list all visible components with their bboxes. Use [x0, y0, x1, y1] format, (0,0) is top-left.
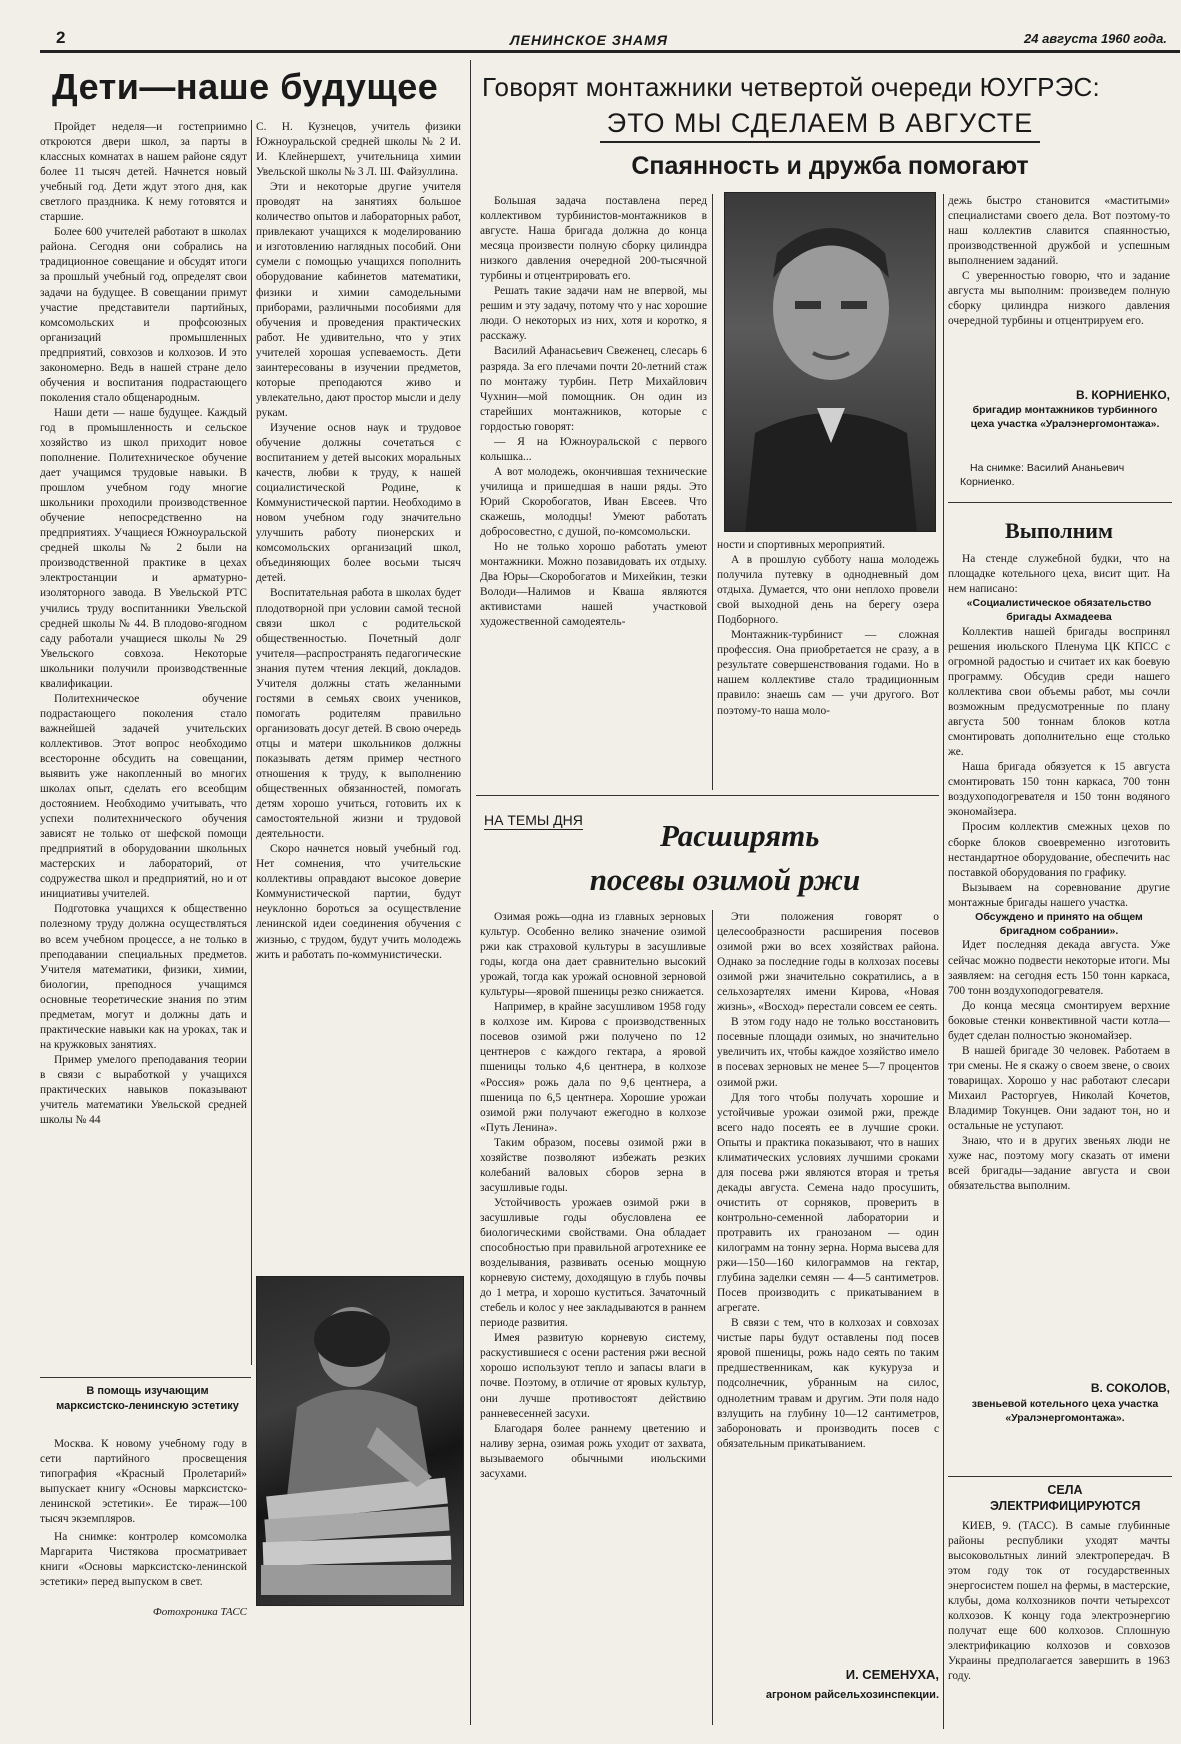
newspaper-name: ЛЕНИНСКОЕ ЗНАМЯ	[510, 32, 668, 48]
column-divider	[712, 910, 713, 1725]
workers-column-c	[948, 194, 1170, 354]
photo-woman-with-books	[256, 1276, 464, 1606]
marxism-header: В помощь изучающим марксистско-ленинскую эстетику	[56, 1385, 239, 1412]
column-divider	[251, 120, 252, 1365]
paragraph: Решать такие задачи нам не впервой, мы решим и эту задачу, потому что у нас хорошие люди. О некоторых из них, хотя и коротко, я расскажу.	[480, 285, 707, 343]
rye-headline-line1: Расширять	[660, 818, 820, 853]
villages-body: КИЕВ, 9. (ТАСС). В самые глубинные районы республики уходят мачты высоковольтных линий электропередач. В этом году ток от государственных энергосистем пошел на фермы, в мастерские, клубы, дома колхозников почти четырехсот колхозов. К концу года электроэнергию получат еще 600 колхозов. Сплошную электрификацию колхозов и совхозов Украины предполагается завершить в 1963 году.	[948, 1520, 1170, 1683]
paragraph: — Я на Южноуральской с первого колышка...	[480, 435, 707, 463]
paragraph: Пройдет неделя—и гостеприимно откроются двери школ, за парты в классных комнатах в нашем районе сядут более 11 тысяч детей. Начнется новый учебный год. Дети ждут этого дня, как светлого праздника. К нему готовятся и старшие.	[40, 121, 247, 224]
pledge-title: «Социалистическое обязательство бригады Ахмадеева	[966, 597, 1152, 623]
paragraph: В связи с тем, что в колхозах и совхозах чистые пары будут оставлены под посев яровой пшеницы, рожь надо сеять по таким предшественникам, как кукуруза и подсолнечник, убранным на силос, однолетним травам и другим. Эти поля надо взлущить на глубину 10—12 сантиметров, забороновать и производить посев с обязательным прикатыванием.	[717, 1317, 939, 1450]
workers-kicker: Говорят монтажники четвертой очереди ЮУГРЭС:	[482, 72, 1100, 102]
paragraph: ности и спортивных мероприятий.	[717, 539, 885, 551]
section-rule	[948, 502, 1172, 503]
paragraph: Василий Афанасьевич Свеженец, слесарь 6 разряда. За его плечами почти 20-летний стаж по монтажу турбин. Петр Михайлович Чухнин—мой помощник. Он один из старейших монтажников, которые с гордостью говорят:	[480, 345, 707, 433]
workers-headline: ЭТО МЫ СДЕЛАЕМ В АВГУСТЕ	[600, 108, 1040, 143]
photo-credit: Фотохроника ТАСС	[152, 1606, 247, 1618]
paragraph: В нашей бригаде 30 человек. Работаем в три смены. Не я скажу о своем звене, о своих товарищах. Хорошо у нас работают слесари Михаил Расторгуев, Николай Кочетов, Владимир Токунцев. Они задают тон, но и остальные не уступают.	[948, 1044, 1170, 1133]
pledge-footer: Обсуждено и принято на общем бригадном собрании».	[975, 910, 1143, 937]
paragraph: С. Н. Кузнецов, учитель физики Южноуральской средней школы № 2 И. И. Клейнершехт, учительница химии Увельской школы № 3 Л. Ш. Файзуллина.	[256, 121, 461, 179]
paragraph: Для того чтобы получать хорошие и устойчивые урожаи озимой ржи, прежде всего надо посеять ее в лучшие сроки. Опыты и практика показывают, что в наших климатических условиях лучшими сроками для посева ржи являются вторая и третья декады августа. Семена надо просушить, очистить от сорняков, проверить в контрольно-семенной лаборатории и протравить их гранозаном — один килограмм на тонну зерна. Норма высева для ржи—150—160 килограммов на гектар, глубина заделки семян — 4—5 сантиметров. Посев производить с прикатыванием в агрегате.	[717, 1091, 939, 1315]
paragraph: Большая задача поставлена перед коллективом турбинистов-монтажников в августе. Наша бригада должна до конца месяца произвести полную сборку цилиндра низкого давления очередной 200-тысячной турбины и отцентрировать его.	[480, 195, 707, 283]
paragraph: Но не только хорошо работать умеют монтажники. Можно позавидовать их отдыху. Два Юры—Скоробогатов и Михейкин, тезки Володи—Налимов и Кваша являются активистами нашей участковой художественной самодеятель-	[480, 541, 707, 629]
portrait-caption: На снимке: Василий Ананьевич Корниенко.	[960, 462, 1125, 488]
column-divider	[712, 194, 713, 790]
rye-rubric: НА ТЕМЫ ДНЯ	[484, 812, 583, 828]
rye-signature: И. СЕМЕНУХА,	[845, 1667, 939, 1682]
page-number: 2	[56, 28, 66, 47]
paragraph: А вот молодежь, окончившая технические училища и пришедшая в наши ряды. Это Юрий Скоробогатов, Иван Евсеев. Что скажешь, молодцы! Умеют работать добросовестно, с душой, по-комсомольски.	[480, 465, 707, 539]
section-rule	[40, 1377, 251, 1378]
workers-sig-role: бригадир монтажников турбинного цеха участка «Уралэнергомонтажа».	[970, 404, 1160, 430]
paragraph: Наша бригада обязуется к 15 августа смонтировать 150 тонн каркаса, 700 тонн воздухоподогревателя и 150 тонн водяного экономайзера.	[948, 761, 1170, 819]
workers-column-b	[717, 538, 939, 790]
rye-sig-role: агроном райсельхозинспекции.	[765, 1689, 939, 1701]
paragraph: С уверенностью говорю, что и задание августа мы выполним: произведем полную сборку цилиндра низкого давления очередной турбины и отцентрируем его.	[948, 270, 1170, 328]
photo-portrait-kornienko	[724, 192, 936, 532]
paragraph: Например, в крайне засушливом 1958 году в колхозе им. Кирова с производственных посевов озимой ржи получено по 12 центнеров с каждого гектара, а яровой пшеницы только 4,6 центнера, в колхозе «Россия» рожь дала по 9,6 центнера, а пшеница по 6,5 центнера. Хорошие урожаи озимой ржи получают ежегодно в колхозе «Путь Ленина».	[480, 1001, 706, 1134]
paragraph: Озимая рожь—одна из главных зерновых культур. Особенно велико значение озимой ржи как страховой культуры в засушливые годы, когда она дает сравнительно высокий урожай, тогда как урожай основной зерновой культуры—яровой пшеницы резко снижается.	[480, 911, 706, 999]
rye-headline-line2: посевы озимой ржи	[589, 862, 861, 897]
paragraph: Имея развитую корневую систему, раскустившиеся с осени растения ржи весной хорошо используют тепло и запасы влаги в почве. Поэтому, в отличие от яровых культур, они лучше противостоят действию ранневесенней засухи.	[480, 1332, 706, 1420]
issue-date: 24 августа 1960 года.	[1024, 31, 1167, 46]
children-column-1	[40, 120, 247, 1366]
paragraph: Подготовка учащихся к общественно полезному труду должна осуществляться во всем учебном процессе, а не только в преподавании специальных предметов. Учителя математики, физики, химии, биологии, преподнося учащимся основные теоретические знания по этим предметам, могут и должны дать и практические навыки как на уроках, так и на кружковых занятиях.	[40, 903, 247, 1051]
vypolnim-sig-role: звеньевой котельного цеха участка «Уралэнергомонтажа».	[971, 1398, 1159, 1424]
masthead-rule	[40, 50, 1180, 53]
photo-woman-illustration	[257, 1277, 464, 1606]
paragraph: До конца месяца смонтируем верхние боковые стенки конвективной части котла—будет сделан полностью экономайзер.	[948, 999, 1170, 1042]
paragraph: Благодаря более раннему цветению и наливу зерна, озимая рожь уходит от захвата, вызываемого обычными июльскими засухами.	[480, 1422, 706, 1480]
children-column-2	[256, 120, 461, 1260]
paragraph: Идет последняя декада августа. Уже сейчас можно подвести некоторые итоги. Мы заявляем: на сегодня есть 150 тонн каркаса, 700 тонн воздухоподогревателя.	[948, 939, 1170, 997]
marxism-note: Москва. К новому учебному году в сети партийного просвещения типография «Красный Пролетарий» выпускает книгу «Основы марксистско-ленинской эстетики». Ее тираж—100 тысяч экземпляров.	[40, 1438, 247, 1526]
workers-signature: В. КОРНИЕНКО,	[1076, 388, 1170, 402]
paragraph: В этом году надо не только восстановить посевные площади озимых, но значительно увеличить их, чтобы каждое хозяйство имело в посевах зерновых не менее 5—7 процентов озимой ржи.	[717, 1016, 939, 1089]
column-divider	[943, 194, 944, 1729]
paragraph: Знаю, что и в других звеньях люди не хуже нас, поэтому могу сказать от имени всей бригады—задание августа и свои обязательства выполним.	[948, 1135, 1170, 1193]
paragraph: дежь быстро становится «маститыми» специалистами своего дела. Вот поэтому-то наш коллектив славится спаянностью, производственной дружбой и успешным выполнением заданий.	[948, 195, 1170, 268]
paragraph: Эти положения говорят о целесообразности расширения посевов озимой ржи во всех хозяйствах района. Однако за последние годы в колхозах посевы озимой ржи значительно сократились, а в сельхозартелях имени Кирова, «Новая жизнь», «Восход» перестали совсем ее сеять.	[717, 911, 939, 1014]
children-headline: Дети—наше будущее	[52, 66, 439, 107]
marxism-caption: На снимке: контролер комсомолка Маргарита Чистякова просматривает книги «Основы марксистско-ленинской эстетики» перед выпуском в свет.	[40, 1531, 247, 1589]
paragraph: Устойчивость урожаев озимой ржи в засушливые годы обусловлена ее биологическими свойствами. Она обладает способностью при правильной агротехнике ее возделывания, развивать осенью мощную корневую систему, доходящую в глубь почвы до 1 метра, и хорошо куститься. Зачаточный стебель и колос у нее закладываются в раннем периоде развития.	[480, 1196, 706, 1330]
paragraph: Монтажник-турбинист — сложная профессия. Она приобретается не сразу, а в результате совершенствования годами. Но в нашем коллективе стало традиционным правило: знаешь сам — учи другого. Вот поэтому-то наша моло-	[717, 629, 939, 717]
villages-headline: СЕЛА ЭЛЕКТРИФИЦИРУЮТСЯ	[990, 1483, 1141, 1514]
paragraph: Вызываем на соревнование другие монтажные бригады нашего участка.	[948, 881, 1170, 909]
paragraph: А в прошлую субботу наша молодежь получила путевку в однодневный дом отдыха. Думается, что они неплохо провели свой выходной день на берегу озера Подборного.	[717, 554, 939, 627]
paragraph: Пример умелого преподавания теории в связи с выработкой у учащихся практических навыков показывают учитель математики Увельской средней школы № 44	[40, 1053, 247, 1127]
paragraph: Коллектив нашей бригады воспринял решения июльского Пленума ЦК КПСС с огромной радостью и считает их как боевую программу. Обсудив среди нашего коллектива свои объемы работ, мы сочли возможным предусмотренные по плану августа 500 тоннам блоков котла смонтировать дополнительно еще столько же.	[948, 625, 1170, 759]
paragraph: Скоро начнется новый учебный год. Нет сомнения, что учительские коллективы оправдают высокое доверие Коммунистической партии, будут неуклонно бороться за осуществление ленинской идеи соединения обучения с жизнью, с трудом, будут учить молодежь жить и работать по-коммунистически.	[256, 843, 461, 961]
paragraph: Изучение основ наук и трудовое обучение должны сочетаться с воспитанием у детей высоких моральных качеств, любви к труду, к нашей социалистической Родине, к Коммунистической партии. Необходимо в новом учебном году значительно улучшить работу пионерских и комсомольских организаций школ, объединяющих более восьми тысяч детей.	[256, 421, 461, 585]
rye-column-a	[480, 910, 706, 1725]
paragraph: Наши дети — наше будущее. Каждый год в промышленность и сельское хозяйство из школ приходит новое пополнение. Политехническое обучение дает учащимся трудовые навыки. В прошлом учебном году многие школьники проходили производственное обучение непосредственно на предприятиях. Учащиеся Южноуральской средней школы № 2 были на производственной практике в цехах электростанции и арматурно-изоляторного завода. В Увельской РТС учились труду воспитанники Увельской средней школы № 44. В плодово-ягодном саду работали учащиеся школы № 29 Увельского совхоза. Некоторые школьники получили производственные квалификации.	[40, 406, 247, 690]
vypolnim-body	[948, 552, 1170, 1360]
paragraph: Эти и некоторые другие учителя проводят на занятиях большое количество опытов и лабораторных работ, привлекают учащихся к моделированию и изготовлению наглядных пособий. Они сумели с помощью учащихся пополнить оборудование кабинетов математики, физики и химии самодельными приборами, различными пособиями для обучения и проведения практических работ. Не удивительно, что у этих учителей хорошая успеваемость. Дети заинтересованы в изучении предметов, которые преподаются живо и увлекательно, дают простор мысли и делу рукам.	[256, 181, 461, 419]
paragraph: Воспитательная работа в школах будет плодотворной при условии самой тесной связи школ с родительской общественностью. Почетный долг учителя—распространять педагогические знания путем чтения лекций, докладов. Учителя должны стать желанными гостями в семьях своих учеников, помогать родителям правильно организовать досуг детей. В свою очередь отцы и матери школьников должны показывать детям пример честного отношения к труду, к выполнению общественных обязанностей, помогать детям хорошо учиться, готовить их к самостоятельной жизни и трудовой деятельности.	[256, 587, 461, 841]
vypolnim-signature: В. СОКОЛОВ,	[1090, 1381, 1170, 1395]
paragraph: Просим коллектив смежных цехов по сборке блоков своевременно изготовить нестандартное оборудование, обеспечить нас поставкой оборудования по графику.	[948, 821, 1170, 879]
paragraph: Более 600 учителей работают в школах района. Сегодня они собрались на традиционное совещание и обсудят итоги за прошлый учебный год, определят свои задачи на будущее. В совещании примут участие представители партийных, комсомольских и профсоюзных организаций промышленных предприятий, совхозов и колхозов. И это закономерно. Ведь в нашей стране дело обучения и воспитания подрастающего поколения стало общенародным.	[40, 226, 247, 404]
rye-column-b	[717, 910, 939, 1655]
paragraph: На стенде служебной будки, что на площадке котельного цеха, висит щит. На нем написано:	[948, 553, 1170, 596]
section-rule	[948, 1476, 1172, 1477]
section-rule	[476, 795, 939, 796]
page-divider	[470, 60, 471, 1725]
portrait-illustration	[725, 193, 936, 532]
vypolnim-headline: Выполним	[1005, 518, 1113, 543]
workers-subhead: Спаянность и дружба помогают	[631, 152, 1029, 180]
paragraph: Таким образом, посевы озимой ржи в хозяйстве позволяют избежать резких колебаний валовых сборов зерна в засушливые годы.	[480, 1136, 706, 1194]
workers-column-a	[480, 194, 707, 790]
paragraph: Политехническое обучение подрастающего поколения стало важнейшей задачей учительских коллективов. Этот вопрос необходимо всесторонне обсудить на совещании, выявить уже накопленный во многих школах опыт, сделать его всеобщим достоянием. Необходимо учитывать, что успехи политехнического обучения зависят не только от шефской помощи предприятий в оборудовании школьных мастерских и лабораторий, от содружества школ и предприятий, но и от инициативы учителей.	[40, 692, 247, 901]
